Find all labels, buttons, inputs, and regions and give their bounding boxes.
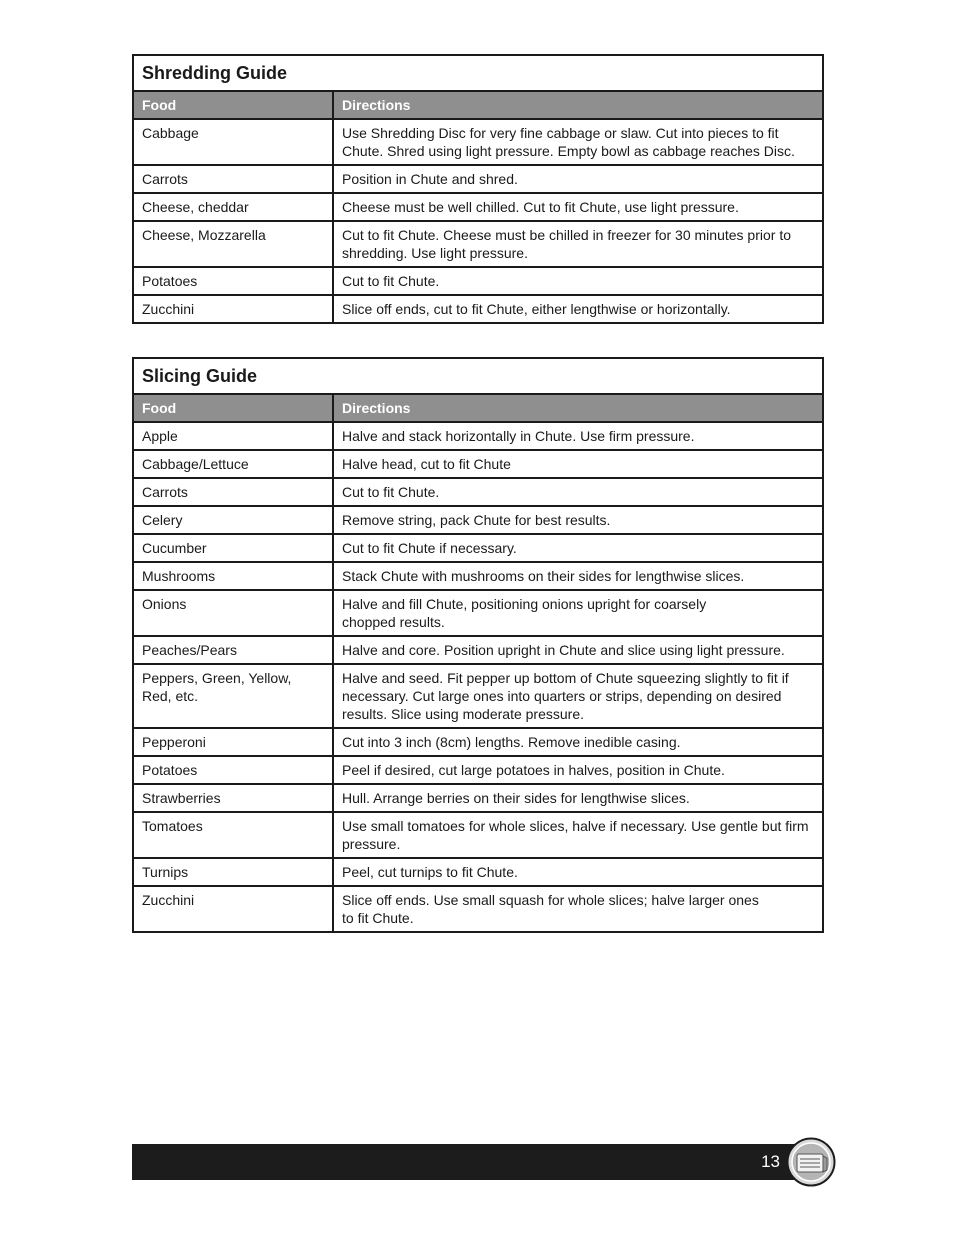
- food-cell: Zucchini: [133, 295, 333, 323]
- table-row: [133, 664, 823, 728]
- food-cell: Peppers, Green, Yellow, Red, etc.: [133, 664, 333, 728]
- table-row: [133, 534, 823, 562]
- page-number: 13: [761, 1152, 780, 1171]
- food-cell: Strawberries: [133, 784, 333, 812]
- food-cell: Cheese, cheddar: [133, 193, 333, 221]
- food-cell: Tomatoes: [133, 812, 333, 858]
- column-header-directions: Directions: [333, 91, 823, 119]
- directions-cell: Halve and core. Position upright in Chute and slice using light pressure.: [333, 636, 823, 664]
- table-row: [133, 450, 823, 478]
- directions-cell: Cut into 3 inch (8cm) lengths. Remove inedible casing.: [333, 728, 823, 756]
- directions-cell: Peel, cut turnips to fit Chute.: [333, 858, 823, 886]
- directions-cell: Slice off ends, cut to fit Chute, either lengthwise or horizontally.: [333, 295, 823, 323]
- directions-cell: Use small tomatoes for whole slices, halve if necessary. Use gentle but firm pressure.: [333, 812, 823, 858]
- table-row: [133, 886, 823, 932]
- directions-cell: Slice off ends. Use small squash for whole slices; halve larger ones to fit Chute.: [333, 886, 823, 932]
- directions-cell: Remove string, pack Chute for best results.: [333, 506, 823, 534]
- table-row: [133, 267, 823, 295]
- directions-cell: Use Shredding Disc for very fine cabbage or slaw. Cut into pieces to fit Chute. Shred using light pressure. Empty bowl as cabbage reaches Disc.: [333, 119, 823, 165]
- food-cell: Onions: [133, 590, 333, 636]
- directions-cell: Stack Chute with mushrooms on their sides for lengthwise slices.: [333, 562, 823, 590]
- directions-cell: Halve and seed. Fit pepper up bottom of Chute squeezing slightly to fit if necessary. Cut large ones into quarters or strips, depending on desired results. Slice using moderate pressure.: [333, 664, 823, 728]
- directions-cell: Cut to fit Chute.: [333, 267, 823, 295]
- shredding-guide-table: [132, 54, 824, 324]
- food-cell: Potatoes: [133, 756, 333, 784]
- directions-cell: Hull. Arrange berries on their sides for lengthwise slices.: [333, 784, 823, 812]
- table-row: [133, 221, 823, 267]
- table-row: [133, 422, 823, 450]
- directions-cell: Cut to fit Chute. Cheese must be chilled in freezer for 30 minutes prior to shredding. Use light pressure.: [333, 221, 823, 267]
- table-row: [133, 506, 823, 534]
- directions-cell: Position in Chute and shred.: [333, 165, 823, 193]
- directions-cell: Halve and fill Chute, positioning onions upright for coarsely chopped results.: [333, 590, 823, 636]
- table-row: [133, 590, 823, 636]
- column-header-food: Food: [133, 394, 333, 422]
- food-cell: Peaches/Pears: [133, 636, 333, 664]
- table-row: [133, 812, 823, 858]
- table-row: [133, 636, 823, 664]
- food-cell: Zucchini: [133, 886, 333, 932]
- food-cell: Cabbage: [133, 119, 333, 165]
- food-cell: Celery: [133, 506, 333, 534]
- footer-bar: [132, 1144, 818, 1180]
- column-header-food: Food: [133, 91, 333, 119]
- slicing-guide-title: Slicing Guide: [133, 358, 823, 394]
- food-cell: Mushrooms: [133, 562, 333, 590]
- table-row: [133, 858, 823, 886]
- table-row: [133, 295, 823, 323]
- food-processor-icon: [786, 1137, 836, 1187]
- food-cell: Carrots: [133, 478, 333, 506]
- directions-cell: Peel if desired, cut large potatoes in halves, position in Chute.: [333, 756, 823, 784]
- slicing-guide-table: [132, 357, 824, 933]
- food-cell: Potatoes: [133, 267, 333, 295]
- directions-cell: Cut to fit Chute if necessary.: [333, 534, 823, 562]
- shredding-guide-title: Shredding Guide: [133, 55, 823, 91]
- food-cell: Cabbage/Lettuce: [133, 450, 333, 478]
- food-cell: Cucumber: [133, 534, 333, 562]
- food-cell: Cheese, Mozzarella: [133, 221, 333, 267]
- food-cell: Carrots: [133, 165, 333, 193]
- table-row: [133, 756, 823, 784]
- table-row: [133, 193, 823, 221]
- table-row: [133, 728, 823, 756]
- table-row: [133, 562, 823, 590]
- directions-cell: Halve head, cut to fit Chute: [333, 450, 823, 478]
- table-row: [133, 784, 823, 812]
- food-cell: Apple: [133, 422, 333, 450]
- table-row: [133, 165, 823, 193]
- directions-cell: Halve and stack horizontally in Chute. Use firm pressure.: [333, 422, 823, 450]
- table-row: [133, 478, 823, 506]
- directions-cell: Cheese must be well chilled. Cut to fit Chute, use light pressure.: [333, 193, 823, 221]
- food-cell: Turnips: [133, 858, 333, 886]
- table-row: [133, 119, 823, 165]
- directions-cell: Cut to fit Chute.: [333, 478, 823, 506]
- column-header-directions: Directions: [333, 394, 823, 422]
- food-cell: Pepperoni: [133, 728, 333, 756]
